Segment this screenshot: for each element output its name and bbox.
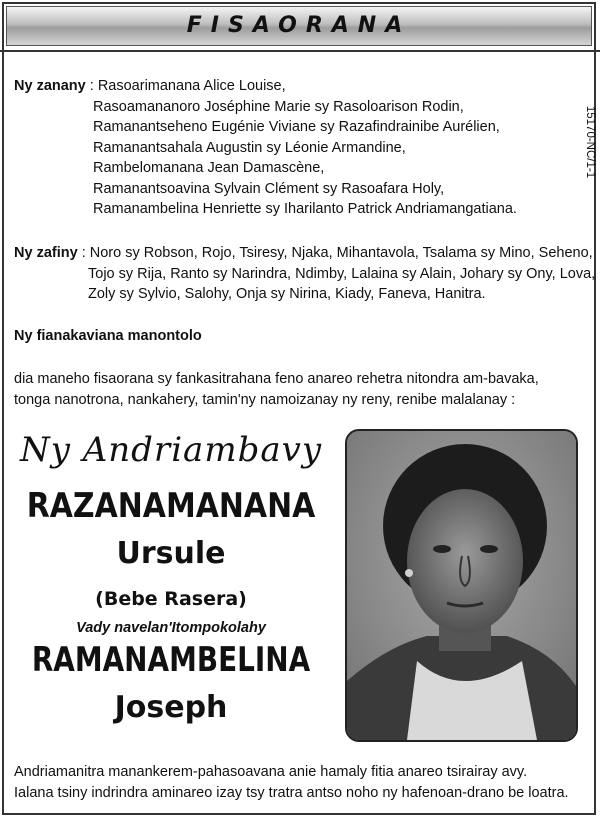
- children-label: Ny zanany: [14, 78, 86, 94]
- header-banner: [6, 6, 592, 46]
- children-line: Rasoamananoro Joséphine Marie sy Rasoloarison Rodin,: [93, 98, 464, 115]
- honorific: Ny Andriambavy: [19, 430, 323, 470]
- children-line: Ny zanany : Rasoarimanana Alice Louise,: [14, 78, 286, 94]
- children-section: [14, 76, 517, 220]
- grandchildren-line: Zoly sy Sylvio, Salohy, Onja sy Nirina, Kiady, Faneva, Hanitra.: [88, 286, 486, 302]
- grandchildren-label: Ny zafiny: [14, 245, 78, 261]
- grandchildren-line: Tojo sy Rija, Ranto sy Narindra, Ndimby, Lalaina sy Alain, Johary sy Ony, Lova,: [88, 265, 596, 282]
- header-title: FISAORANA: [186, 13, 412, 38]
- reference-code: 15170-NC/1-1: [584, 105, 596, 179]
- deceased-surname: RAZANAMANANA: [26, 486, 316, 526]
- spouse-surname: RAMANAMBELINA: [31, 640, 311, 680]
- intro-line: tonga nanotrona, nankahery, tamin'ny namoizanay ny reny, renibe malalanay :: [14, 391, 516, 408]
- children-line: Ramanantsahala Augustin sy Léonie Armandine,: [93, 139, 406, 156]
- relation-line: Vady navelan'Itompokolahy: [76, 620, 266, 636]
- children-line: Ramanambelina Henriette sy Iharilanto Patrick Andriamangatiana.: [93, 201, 517, 217]
- closing-line: Andriamanitra manankerem-pahasoavana anie hamaly fitia anareo tsirairay avy.: [14, 764, 528, 780]
- spouse-given-name: Joseph: [114, 690, 228, 725]
- deceased-nickname: (Bebe Rasera): [95, 588, 247, 610]
- portrait-photo: [345, 429, 578, 742]
- closing-paragraph: [14, 762, 569, 804]
- children-line: Ramanantsoavina Sylvain Clément sy Rasoafara Holy,: [93, 180, 445, 197]
- header-rule: [0, 50, 600, 52]
- intro-paragraph: [14, 369, 539, 410]
- deceased-given-name: Ursule: [116, 536, 226, 571]
- children-line: Ramanantseheno Eugénie Viviane sy Razafindrainibe Aurélien,: [93, 119, 500, 135]
- intro-line: dia maneho fisaorana sy fankasitrahana feno anareo rehetra nitondra am-bavaka,: [14, 371, 539, 387]
- children-line: Rambelomanana Jean Damascène,: [93, 160, 325, 176]
- family-section: [14, 326, 202, 347]
- grandchildren-section: [14, 243, 595, 305]
- family-label: Ny fianakaviana manontolo: [14, 328, 202, 344]
- closing-line: Ialana tsiny indrindra aminareo izay tsy tratra antso noho ny hafenoan-drano be loatra.: [14, 785, 569, 801]
- grandchildren-line: Ny zafiny : Noro sy Robson, Rojo, Tsiresy, Njaka, Mihantavola, Tsalama sy Mino, Seheno,: [14, 245, 593, 261]
- portrait-illustration: [347, 431, 576, 740]
